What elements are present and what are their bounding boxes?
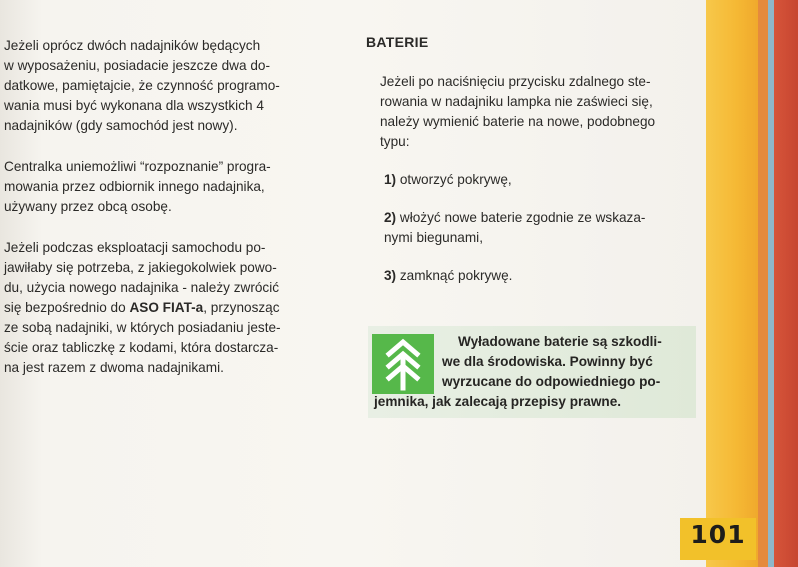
paragraph-1 [4, 36, 334, 136]
step-1 [384, 170, 696, 190]
page-number: 101 [690, 520, 746, 549]
text-line: Wyładowane baterie są szkodli- [458, 334, 662, 349]
text-line: datkowe, pamiętajcie, że czynność programo- [4, 78, 280, 93]
text-line: w wyposażeniu, posiadacie jeszcze dwa do- [4, 58, 270, 73]
text-line: ze sobą nadajniki, w których posiadaniu jeste- [4, 320, 281, 335]
step-number: 1) [384, 172, 397, 187]
service-name: ASO FIAT-a [129, 300, 204, 315]
text-line: włożyć nowe baterie zgodnie ze wskaza- [399, 210, 646, 225]
right-column [366, 32, 696, 304]
text-line: Jeżeli po naciśnięciu przycisku zdalnego ste- [380, 74, 651, 89]
text-line: otworzyć pokrywę, [399, 172, 512, 187]
text-line: należy wymienić baterie na nowe, podobnego [380, 114, 656, 129]
text-line: nadajników (gdy samochód jest nowy). [4, 118, 238, 133]
text-line: jemnika, jak zalecają przepisy prawne. [374, 394, 622, 409]
step-number: 2) [384, 210, 397, 225]
text-line: na jest razem z dwoma nadajnikami. [4, 360, 224, 375]
left-column [4, 36, 334, 399]
text-line: Centralka uniemożliwi “rozpoznanie” progra- [4, 159, 271, 174]
text-line: nymi biegunami, [384, 230, 483, 245]
page-edge-red [774, 0, 798, 567]
step-2 [384, 208, 696, 248]
step-3 [384, 266, 696, 286]
paragraph-2 [4, 157, 334, 217]
text-line: du, użycia nowego nadajnika - należy zwrócić [4, 280, 280, 295]
environment-note [368, 326, 696, 418]
page-edge-yellow [706, 0, 758, 567]
text-line: we dla środowiska. Powinny być [442, 354, 653, 369]
note-text [368, 332, 694, 412]
intro-paragraph [380, 72, 696, 152]
step-number: 3) [384, 268, 397, 283]
text-line: jawiłaby się potrzeba, z jakiegokolwiek powo- [4, 260, 277, 275]
text-segment: , przynosząc [203, 300, 280, 315]
paragraph-3 [4, 238, 334, 378]
text-line: używany przez obcą osobę. [4, 199, 172, 214]
text-segment: się bezpośrednio do [4, 300, 130, 315]
text-line: wyrzucane do odpowiedniego po- [442, 374, 661, 389]
text-line: mowania przez odbiornik innego nadajnika, [4, 179, 265, 194]
text-line: typu: [380, 134, 410, 149]
section-heading: BATERIE [366, 34, 429, 50]
page-edge-orange [758, 0, 768, 567]
text-line: zamknąć pokrywę. [399, 268, 513, 283]
text-line: Jeżeli podczas eksploatacji samochodu po- [4, 240, 266, 255]
text-line: ście oraz tabliczkę z kodami, która dostarcza- [4, 340, 279, 355]
text-line: rowania w nadajniku lampka nie zaświeci się, [380, 94, 653, 109]
text-line: wania musi być wykonana dla wszystkich 4 [4, 98, 264, 113]
text-line: Jeżeli oprócz dwóch nadajników będących [4, 38, 261, 53]
